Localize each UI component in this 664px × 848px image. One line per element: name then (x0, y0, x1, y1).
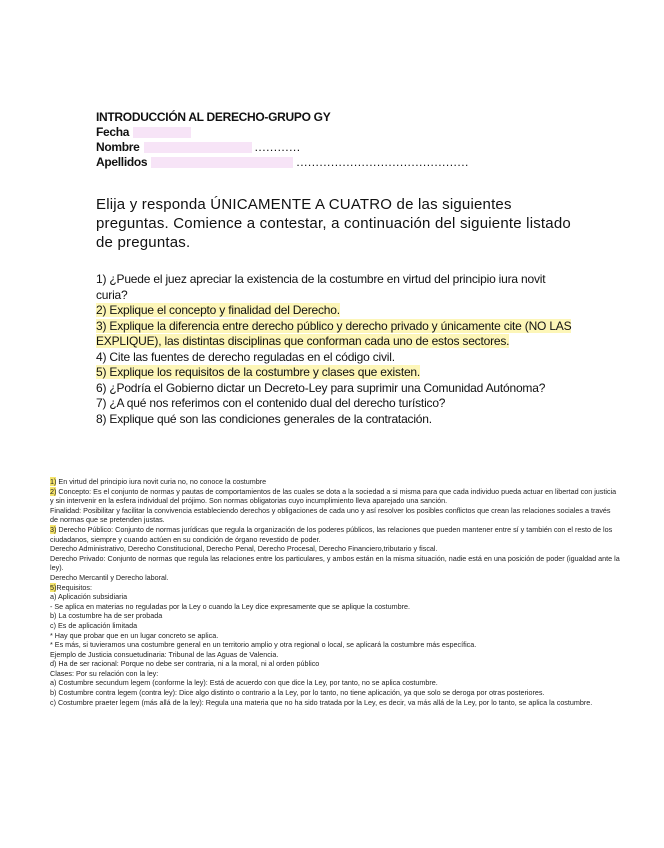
question-text: 5) Explique los requisitos de la costumbre y clases que existen. (96, 365, 421, 379)
answer-text: b) Costumbre contra legem (contra ley): Dice algo distinto o contrario a la Ley, por lo tanto, no tiene aplicación, ya que solo se deroga por otras posteriores. (50, 688, 545, 698)
answer-paragraph (50, 477, 620, 487)
answer-text: b) La costumbre ha de ser probada (50, 611, 163, 621)
answer-paragraph (50, 573, 620, 583)
answer-notes (50, 477, 620, 707)
redacted-apellidos (151, 157, 293, 168)
answer-paragraph (50, 698, 620, 708)
answer-paragraph (50, 669, 620, 679)
answer-text: - Se aplica en materias no reguladas por la Ley o cuando la Ley dice expresamente que se aplique la costumbre. (50, 601, 410, 611)
answer-number: 2) (50, 486, 57, 496)
answer-paragraph (50, 688, 620, 698)
question-text: 4) Cite las fuentes de derecho reguladas en el código civil. (96, 349, 395, 364)
answer-number: 5) (50, 582, 57, 592)
answer-text: Concepto: Es el conjunto de normas y pautas de comportamientos de las cuales se dota a la sociedad a si misma para que cada individuo pueda actuar en libertad con justicia y sin intervenir en la esfera individual del prójimo. Son normas obligatorias cuyo incumplimiento lleva aparejado una sanción. (50, 486, 617, 506)
question-list (96, 272, 572, 427)
answer-paragraph (50, 650, 620, 660)
question-7 (96, 396, 572, 412)
answer-text: Derecho Administrativo, Derecho Constitucional, Derecho Penal, Derecho Procesal, Derecho Financiero,tributario y fiscal. (50, 544, 438, 554)
answer-paragraph (50, 554, 620, 573)
exam-title: INTRODUCCIÓN AL DERECHO-GRUPO GY (96, 110, 331, 124)
answer-text: a) Costumbre secundum legem (conforme la ley): Está de acuerdo con que dice la Ley, por tanto, no se aplica costumbre. (50, 678, 438, 688)
answer-paragraph (50, 583, 620, 593)
answer-paragraph (50, 525, 620, 544)
answer-text: * Es más, si tuvieramos una costumbre general en un territorio amplio y otra regional o local, se aplicará la costumbre más específica. (50, 640, 477, 650)
answer-paragraph (50, 621, 620, 631)
answer-paragraph (50, 602, 620, 612)
question-text: 8) Explique qué son las condiciones generales de la contratación. (96, 411, 432, 426)
answer-text: Ejemplo de Justicia consuetudinaria: Tribunal de las Aguas de Valencia. (50, 649, 279, 659)
nombre-field (96, 140, 576, 155)
question-text: 1) ¿Puede el juez apreciar la existencia de la costumbre en virtud del principio iura novit curia? (96, 272, 546, 302)
answer-number: 3) (50, 524, 57, 534)
answer-text: Finalidad: Posibilitar y facilitar la convivencia estableciendo derechos y obligaciones de cada uno y así resolver los posibles conflictos que crean las relaciones sociales a través de normas que se pretenden justas. (50, 505, 611, 525)
answer-text: d) Ha de ser racional: Porque no debe ser contraria, ni a la moral, ni al orden público (50, 659, 320, 669)
answer-text: En virtud del principio iura novit curia no, no conoce la costumbre (56, 477, 267, 486)
apellidos-dots: ............................................. (296, 155, 469, 169)
answer-text: Clases: Por su relación con la ley: (50, 668, 159, 678)
answer-paragraph (50, 640, 620, 650)
question-text: 3) Explique la diferencia entre derecho público y derecho privado y únicamente cite (NO LAS EXPLIQUE), las distintas disciplinas que conforman cada uno de estos sectores. (96, 318, 572, 348)
question-text: 6) ¿Podría el Gobierno dictar un Decreto-Ley para suprimir una Comunidad Autónoma? (96, 380, 546, 395)
question-text: 7) ¿A qué nos referimos con el contenido dual del derecho turístico? (96, 396, 446, 410)
nombre-dots: ............ (254, 140, 301, 154)
question-8 (96, 412, 572, 428)
redacted-nombre (144, 142, 252, 153)
answer-paragraph (50, 592, 620, 602)
question-2 (96, 303, 572, 319)
question-text: 2) Explique el concepto y finalidad del Derecho. (96, 303, 340, 317)
answer-text: a) Aplicación subsidiaria (50, 592, 128, 602)
answer-text: * Hay que probar que en un lugar concreto se aplica. (50, 630, 219, 640)
answer-text: Derecho Mercantil y Derecho laboral. (50, 572, 169, 582)
question-1 (96, 272, 572, 303)
answer-paragraph (50, 544, 620, 554)
answer-paragraph (50, 678, 620, 688)
exam-header (96, 110, 576, 170)
apellidos-label: Apellidos (96, 155, 148, 169)
question-3 (96, 319, 572, 350)
answer-paragraph (50, 631, 620, 641)
exam-instructions: Elija y responda ÚNICAMENTE A CUATRO de las siguientes preguntas. Comience a contestar, a continuación del siguiente listado de preguntas. (96, 196, 571, 251)
answer-text: Derecho Público: Conjunto de normas jurídicas que regula la organización de los poderes públicos, las relaciones que pueden mantener entre sí y también con el resto de los ciudadanos, siempre y cuando actúen en su condición de órgano revestido de poder. (50, 524, 613, 544)
question-6 (96, 381, 572, 397)
answer-text: Requisitos: (56, 582, 92, 592)
answer-paragraph (50, 659, 620, 669)
redacted-fecha (133, 127, 191, 138)
answer-text: c) Costumbre praeter legem (más allá de la ley): Regula una materia que no ha sido tratada por la Ley, es decir, va más allá de la Ley, por lo tanto, se aplica la costumbre. (50, 697, 593, 707)
answer-text: c) Es de aplicación limitada (50, 620, 138, 630)
answer-text: Derecho Privado: Conjunto de normas que regula las relaciones entre los particulares, y ambos están en la misma situación, nadie está en una posición de poder (igualdad ante la ley). (50, 553, 620, 573)
answer-paragraph (50, 611, 620, 621)
nombre-label: Nombre (96, 140, 140, 154)
answer-number: 1) (50, 477, 57, 486)
question-4 (96, 350, 572, 366)
fecha-field (96, 125, 576, 140)
apellidos-field (96, 155, 576, 170)
fecha-label: Fecha (96, 125, 130, 139)
answer-paragraph (50, 487, 620, 506)
answer-paragraph (50, 506, 620, 525)
question-5 (96, 365, 572, 381)
